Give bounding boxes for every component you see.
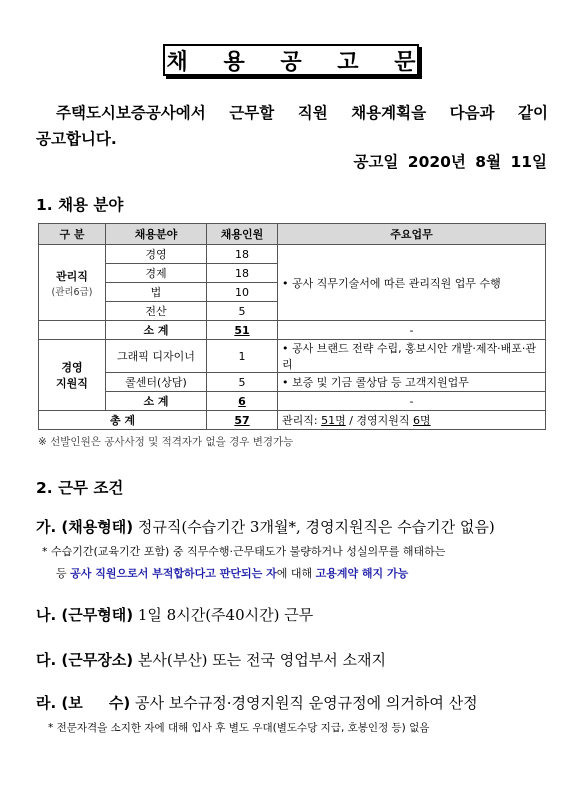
field-cell: 그래픽 디자이너 (106, 340, 207, 373)
group1-label: 관리직 (56, 269, 88, 283)
duty-cell: • 보증 및 기금 콜상담 등 고객지원업무 (278, 373, 546, 392)
field-cell: 콜센터(상담) (106, 373, 207, 392)
subtotal-duty: - (278, 321, 546, 340)
duty-cell: • 공사 브랜드 전략 수립, 홍보시안 개발·제작·배포·관리 (278, 340, 546, 373)
table-row (39, 245, 546, 264)
group2-subtotal-row (39, 392, 546, 411)
group1-label-cell (39, 245, 106, 321)
ra-bullet: * 전문자격을 소지한 자에 대해 입사 후 별도 우대(별도수당 지급, 호봉인정 등) 없음 (48, 722, 430, 734)
field-cell: 경제 (106, 264, 207, 283)
da-label: 다. (근무장소) (36, 651, 134, 669)
ra-label: 라. (보 수) (36, 694, 131, 712)
ga-text: 정규직(수습기간 3개월*, 경영지원직은 수습기간 없음) (137, 518, 495, 536)
announcement-date: 공고일 2020년 8월 11일 (353, 153, 547, 171)
group1-subtotal-row (39, 321, 546, 340)
table-row (39, 340, 546, 373)
group1-duty-cell: • 공사 직무기술서에 따른 관리직원 업무 수행 (278, 245, 546, 321)
table-header-row (39, 224, 546, 245)
ga-bullet2-a: 등 (56, 567, 71, 580)
recruit-table (38, 223, 546, 430)
empty-cell (39, 321, 106, 340)
title-box (163, 44, 430, 76)
count-cell: 5 (207, 373, 278, 392)
ga-bullet2-c: 에 대해 (276, 567, 316, 580)
intro-line-1: 주택도시보증공사에서 근무할 직원 채용계획을 다음과 같이 (56, 104, 548, 122)
total-row (39, 411, 546, 430)
header-duty: 주요업무 (278, 224, 546, 245)
count-cell: 1 (207, 340, 278, 373)
table-row (39, 373, 546, 392)
subtotal-value: 6 (207, 392, 278, 411)
total-duty (278, 411, 546, 430)
count-cell: 18 (207, 245, 278, 264)
subtotal-duty: - (278, 392, 546, 411)
intro-line-2: 공고합니다. (36, 130, 117, 148)
selection-note: ※ 선발인원은 공사사정 및 적격자가 없을 경우 변경가능 (38, 436, 294, 448)
header-category: 구 분 (39, 224, 106, 245)
da-text: 본사(부산) 또는 전국 영업부서 소재지 (137, 651, 387, 669)
field-cell: 경영 (106, 245, 207, 264)
group2-label-cell (39, 340, 106, 411)
total-duty-a: 51명 (321, 414, 346, 427)
item-ra (36, 692, 478, 713)
total-duty-prefix: 관리직: (282, 414, 322, 427)
item-da (36, 649, 386, 670)
na-text: 1일 8시간(주40시간) 근무 (137, 606, 314, 624)
ga-label: 가. (채용형태) (36, 518, 134, 536)
total-label: 총 계 (39, 411, 207, 430)
intro-paragraph (36, 100, 548, 152)
section1-heading: 1. 채용 분야 (36, 196, 124, 214)
total-duty-b: 6명 (413, 414, 431, 427)
ga-bullet-2 (56, 563, 408, 584)
group2-label-b: 지원직 (56, 377, 88, 390)
subtotal-value: 51 (207, 321, 278, 340)
total-value: 57 (207, 411, 278, 430)
subtotal-label: 소 계 (106, 321, 207, 340)
ga-bullet-1: * 수습기간(교육기간 포함) 중 직무수행·근무태도가 불량하거나 성실의무를 해태하는 (42, 545, 446, 558)
ra-text: 공사 보수규정·경영지원직 운영규정에 의거하여 산정 (135, 694, 478, 712)
item-na (36, 604, 313, 625)
na-label: 나. (근무형태) (36, 606, 134, 624)
count-cell: 5 (207, 302, 278, 321)
subtotal-label: 소 계 (106, 392, 207, 411)
group1-sublabel: (관리6급) (51, 286, 93, 298)
header-field: 채용분야 (106, 224, 207, 245)
header-count: 채용인원 (207, 224, 278, 245)
total-duty-mid: / 경영지원직 (345, 414, 414, 427)
page-title: 채 용 공 고 문 (166, 49, 430, 75)
field-cell: 전산 (106, 302, 207, 321)
item-ga (36, 516, 495, 537)
section2-heading: 2. 근무 조건 (36, 479, 124, 497)
ga-bullet2-d: 고용계약 해지 가능 (315, 567, 409, 580)
group2-label-a: 경영 (61, 361, 83, 374)
count-cell: 10 (207, 283, 278, 302)
ga-bullet2-b: 공사 직원으로서 부적합하다고 판단되는 자 (70, 567, 277, 580)
field-cell: 법 (106, 283, 207, 302)
count-cell: 18 (207, 264, 278, 283)
